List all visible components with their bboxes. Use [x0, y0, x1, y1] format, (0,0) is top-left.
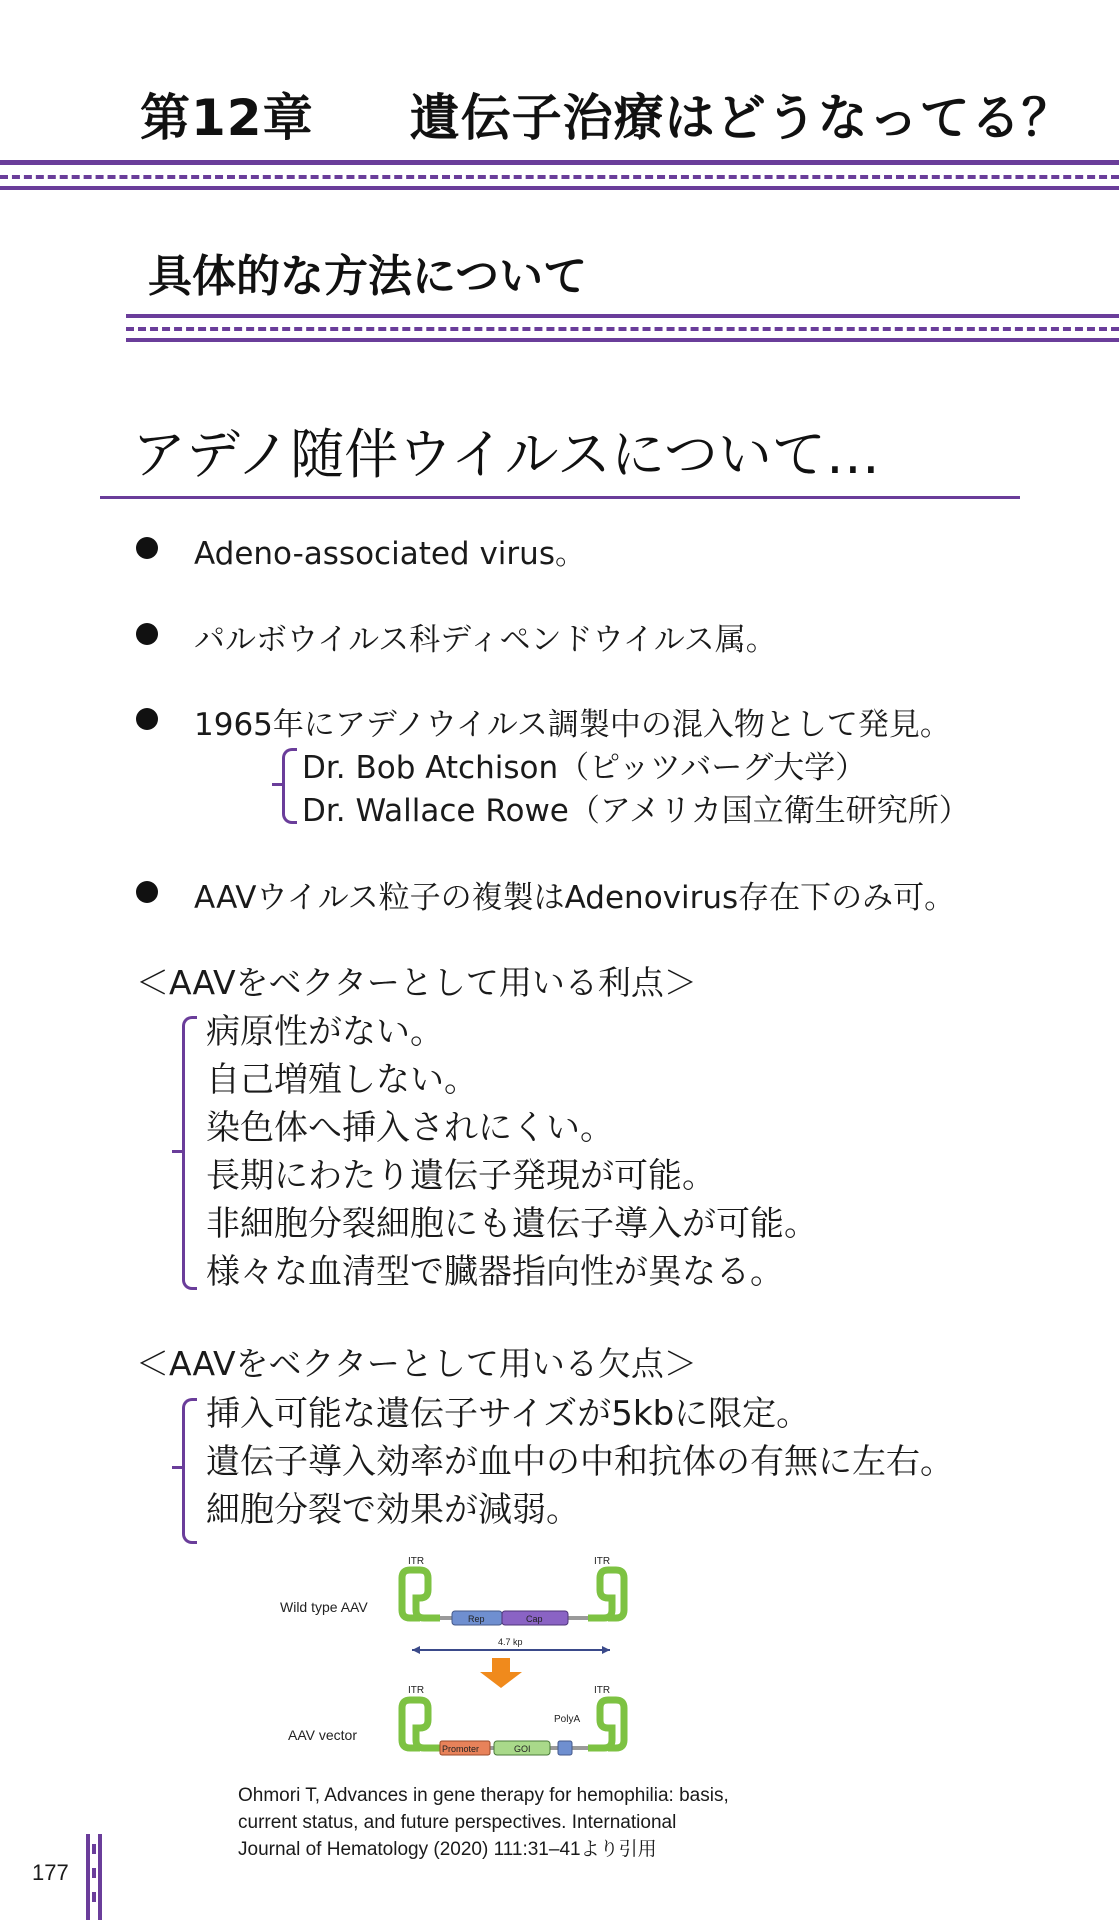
transform-arrow-icon [480, 1658, 522, 1688]
advantage-item: 自己増殖しない。 [206, 1060, 478, 1100]
topic-underline [100, 496, 1020, 499]
citation-line: current status, and future perspectives. International [238, 1812, 677, 1833]
itr-loop-left-top [402, 1570, 440, 1618]
aav-structure-diagram [270, 1550, 630, 1785]
discoverer-item: Dr. Wallace Rowe（アメリカ国立衛生研究所） [302, 793, 970, 829]
wild-type-label: Wild type AAV [280, 1599, 368, 1615]
disadvantages-heading: ＜AAVをベクターとして用いる欠点＞ [136, 1344, 697, 1383]
itr-label-right-top: ITR [594, 1556, 611, 1567]
advantage-item: 非細胞分裂細胞にも遺伝子導入が可能。 [206, 1204, 818, 1244]
advantages-list [206, 1008, 818, 1296]
advantage-item: 病原性がない。 [206, 1012, 444, 1052]
discoverers-brace-tick [272, 783, 282, 786]
section-title: 具体的な方法について [148, 251, 588, 302]
size-arrow-head-left [412, 1646, 420, 1654]
disadvantages-brace-tick [172, 1466, 182, 1469]
bullet-dot [136, 708, 158, 730]
bullet-item: AAVウイルス粒子の複製はAdenovirus存在下のみ可。 [194, 880, 956, 916]
bullet-dot [136, 881, 158, 903]
section-rule-solid-bottom [126, 338, 1119, 342]
citation-line: Ohmori T, Advances in gene therapy for hemophilia: basis, [238, 1785, 729, 1806]
chapter-heading: 遺伝子治療はどうなってる？ [409, 89, 1073, 147]
size-arrow-head-right [602, 1646, 610, 1654]
advantage-item: 長期にわたり遺伝子発現が可能。 [206, 1156, 716, 1196]
bullet-item: 1965年にアデノウイルス調製中の混入物として発見。 [194, 707, 951, 743]
itr-label-left-bottom: ITR [408, 1685, 425, 1696]
promoter-label: Promoter [442, 1744, 480, 1754]
page-edge-marker [86, 1834, 102, 1920]
section-rule-dashed [126, 327, 1119, 331]
topic-title: アデノ随伴ウイルスについて… [132, 423, 880, 486]
bullet-item: パルボウイルス科ディペンドウイルス属。 [194, 622, 777, 658]
disadvantage-item: 挿入可能な遺伝子サイズが5kbに限定。 [206, 1394, 811, 1434]
chapter-number: 第12章 [140, 89, 314, 147]
advantages-brace-tick [172, 1150, 182, 1153]
citation-line: Journal of Hematology (2020) 111:31–41より引用 [238, 1839, 657, 1860]
bullet-dot [136, 623, 158, 645]
chapter-title [140, 78, 1073, 150]
citation [238, 1782, 729, 1863]
chapter-rule-solid-bottom [0, 186, 1119, 190]
itr-loop-left-bottom [402, 1700, 440, 1748]
polya-block [558, 1741, 572, 1755]
itr-loop-right-bottom [588, 1700, 624, 1748]
size-label: 4.7 kp [498, 1637, 523, 1647]
discoverer-item: Dr. Bob Atchison（ピッツバーグ大学） [302, 750, 867, 786]
advantage-item: 様々な血清型で臓器指向性が異なる。 [206, 1252, 784, 1292]
advantages-heading: ＜AAVをベクターとして用いる利点＞ [136, 963, 697, 1002]
chapter-rule-dashed [0, 175, 1119, 179]
vector-label: AAV vector [288, 1727, 357, 1743]
bullet-dot [136, 537, 158, 559]
disadvantage-item: 細胞分裂で効果が減弱。 [206, 1490, 580, 1530]
polya-label: PolyA [554, 1714, 581, 1725]
itr-label-right-bottom: ITR [594, 1685, 611, 1696]
itr-loop-right-top [588, 1570, 624, 1618]
goi-label: GOI [514, 1744, 531, 1754]
section-rule-solid [126, 314, 1119, 318]
discoverers-brace [282, 748, 297, 824]
disadvantages-list [206, 1390, 954, 1534]
rep-label: Rep [468, 1614, 485, 1624]
disadvantage-item: 遺伝子導入効率が血中の中和抗体の有無に左右。 [206, 1442, 954, 1482]
page-number: 177 [32, 1860, 69, 1885]
cap-label: Cap [526, 1614, 543, 1624]
advantages-brace [182, 1016, 197, 1290]
disadvantages-brace [182, 1398, 197, 1544]
advantage-item: 染色体へ挿入されにくい。 [206, 1108, 614, 1148]
bullet-item: Adeno-associated virus。 [194, 536, 586, 572]
itr-label-left-top: ITR [408, 1556, 425, 1567]
chapter-rule-solid [0, 160, 1119, 165]
